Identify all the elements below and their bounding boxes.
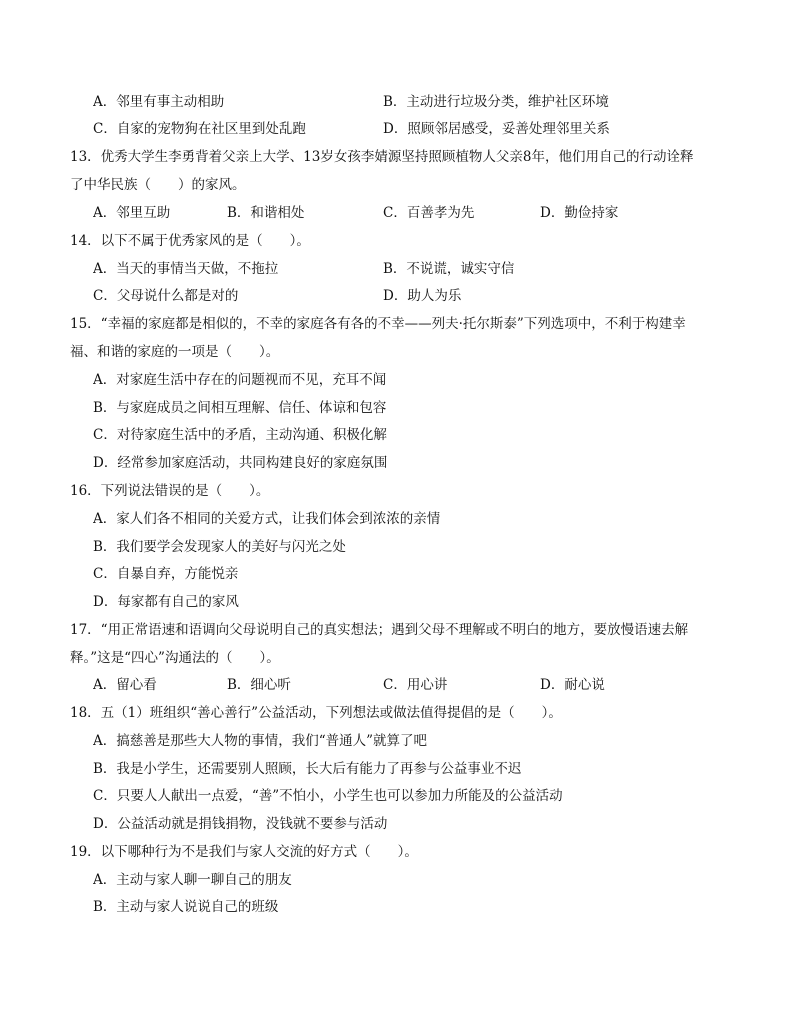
q13-stem-line-1: 13．优秀大学生李勇背着父亲上大学、13岁女孩李婧源坚持照顾植物人父亲8年，他们用自己的行动诠释 bbox=[70, 149, 694, 165]
q14-options-row-1 bbox=[93, 257, 753, 281]
q15-option-d[interactable]: D．经常参加家庭活动，共同构建良好的家庭氛围 bbox=[93, 455, 388, 471]
q17-stem-line-2: 释。”这是“四心”沟通法的（ ）。 bbox=[70, 650, 280, 666]
q14-option-d[interactable]: D．助人为乐 bbox=[383, 288, 462, 304]
q12-option-d[interactable]: D．照顾邻居感受，妥善处理邻里关系 bbox=[383, 121, 610, 137]
q14-option-a[interactable]: A．当天的事情当天做，不拖拉 bbox=[93, 261, 279, 277]
q16-option-c[interactable]: C．自暴自弃，方能悦亲 bbox=[93, 566, 239, 582]
q14-option-c[interactable]: C．父母说什么都是对的 bbox=[93, 288, 239, 304]
q17-option-c[interactable]: C．用心讲 bbox=[383, 677, 448, 693]
q18-option-a[interactable]: A．搞慈善是那些大人物的事情，我们“普通人”就算了吧 bbox=[93, 733, 428, 749]
q14-options-row-2 bbox=[93, 284, 753, 308]
q16-stem-line-1: 16．下列说法错误的是（ ）。 bbox=[70, 483, 270, 499]
q13-option-b[interactable]: B．和谐相处 bbox=[227, 205, 305, 221]
q13-option-d[interactable]: D．勤俭持家 bbox=[540, 205, 619, 221]
q16-option-b[interactable]: B．我们要学会发现家人的美好与闪光之处 bbox=[93, 539, 346, 555]
q15-option-b[interactable]: B．与家庭成员之间相互理解、信任、体谅和包容 bbox=[93, 400, 387, 416]
q13-option-c[interactable]: C．百善孝为先 bbox=[383, 205, 475, 221]
q14-stem-line-1: 14．以下不属于优秀家风的是（ ）。 bbox=[70, 233, 310, 249]
q17-option-b[interactable]: B．细心听 bbox=[227, 677, 291, 693]
q16-option-a[interactable]: A．家人们各不相同的关爱方式，让我们体会到浓浓的亲情 bbox=[93, 511, 441, 527]
q12-option-b[interactable]: B．主动进行垃圾分类，维护社区环境 bbox=[383, 94, 609, 110]
q19-option-b[interactable]: B．主动与家人说说自己的班级 bbox=[93, 899, 279, 915]
q12-option-c[interactable]: C．自家的宠物狗在社区里到处乱跑 bbox=[93, 121, 306, 137]
q18-stem-line-1: 18．五（1）班组织“善心善行”公益活动，下列想法或做法值得提倡的是（ ）。 bbox=[70, 705, 562, 721]
q15-option-a[interactable]: A．对家庭生活中存在的问题视而不见，充耳不闻 bbox=[93, 372, 387, 388]
q16-option-d[interactable]: D．每家都有自己的家风 bbox=[93, 594, 239, 610]
q19-stem-line-1: 19．以下哪种行为不是我们与家人交流的好方式（ ）。 bbox=[70, 844, 418, 860]
q17-option-a[interactable]: A．留心看 bbox=[93, 677, 157, 693]
q13-stem-line-2: 了中华民族（ ）的家风。 bbox=[70, 177, 246, 193]
q18-option-c[interactable]: C．只要人人献出一点爱，“善”不怕小，小学生也可以参加力所能及的公益活动 bbox=[93, 788, 563, 804]
q15-stem-line-1: 15．“幸福的家庭都是相似的，不幸的家庭各有各的不幸——列夫·托尔斯泰”下列选项中，不利于构建幸 bbox=[70, 316, 686, 332]
q17-option-d[interactable]: D．耐心说 bbox=[540, 677, 605, 693]
q12-option-a[interactable]: A．邻里有事主动相助 bbox=[93, 94, 225, 110]
q14-option-b[interactable]: B．不说谎，诚实守信 bbox=[383, 261, 515, 277]
q18-option-b[interactable]: B．我是小学生，还需要别人照顾，长大后有能力了再参与公益事业不迟 bbox=[93, 761, 522, 777]
q13-option-a[interactable]: A．邻里互助 bbox=[93, 205, 171, 221]
q18-option-d[interactable]: D．公益活动就是捐钱捐物，没钱就不要参与活动 bbox=[93, 816, 388, 832]
q17-stem-line-1: 17．“用正常语速和语调向父母说明自己的真实想法；遇到父母不理解或不明白的地方，要放慢语速去解 bbox=[70, 622, 689, 638]
q13-options-row bbox=[93, 201, 753, 225]
q15-stem-line-2: 福、和谐的家庭的一项是（ ）。 bbox=[70, 344, 280, 360]
q15-option-c[interactable]: C．对待家庭生活中的矛盾，主动沟通、积极化解 bbox=[93, 427, 387, 443]
q12-options-row-1 bbox=[93, 90, 753, 114]
q17-options-row bbox=[93, 673, 753, 697]
q19-option-a[interactable]: A．主动与家人聊一聊自己的朋友 bbox=[93, 872, 292, 888]
q12-options-row-2 bbox=[93, 117, 753, 141]
